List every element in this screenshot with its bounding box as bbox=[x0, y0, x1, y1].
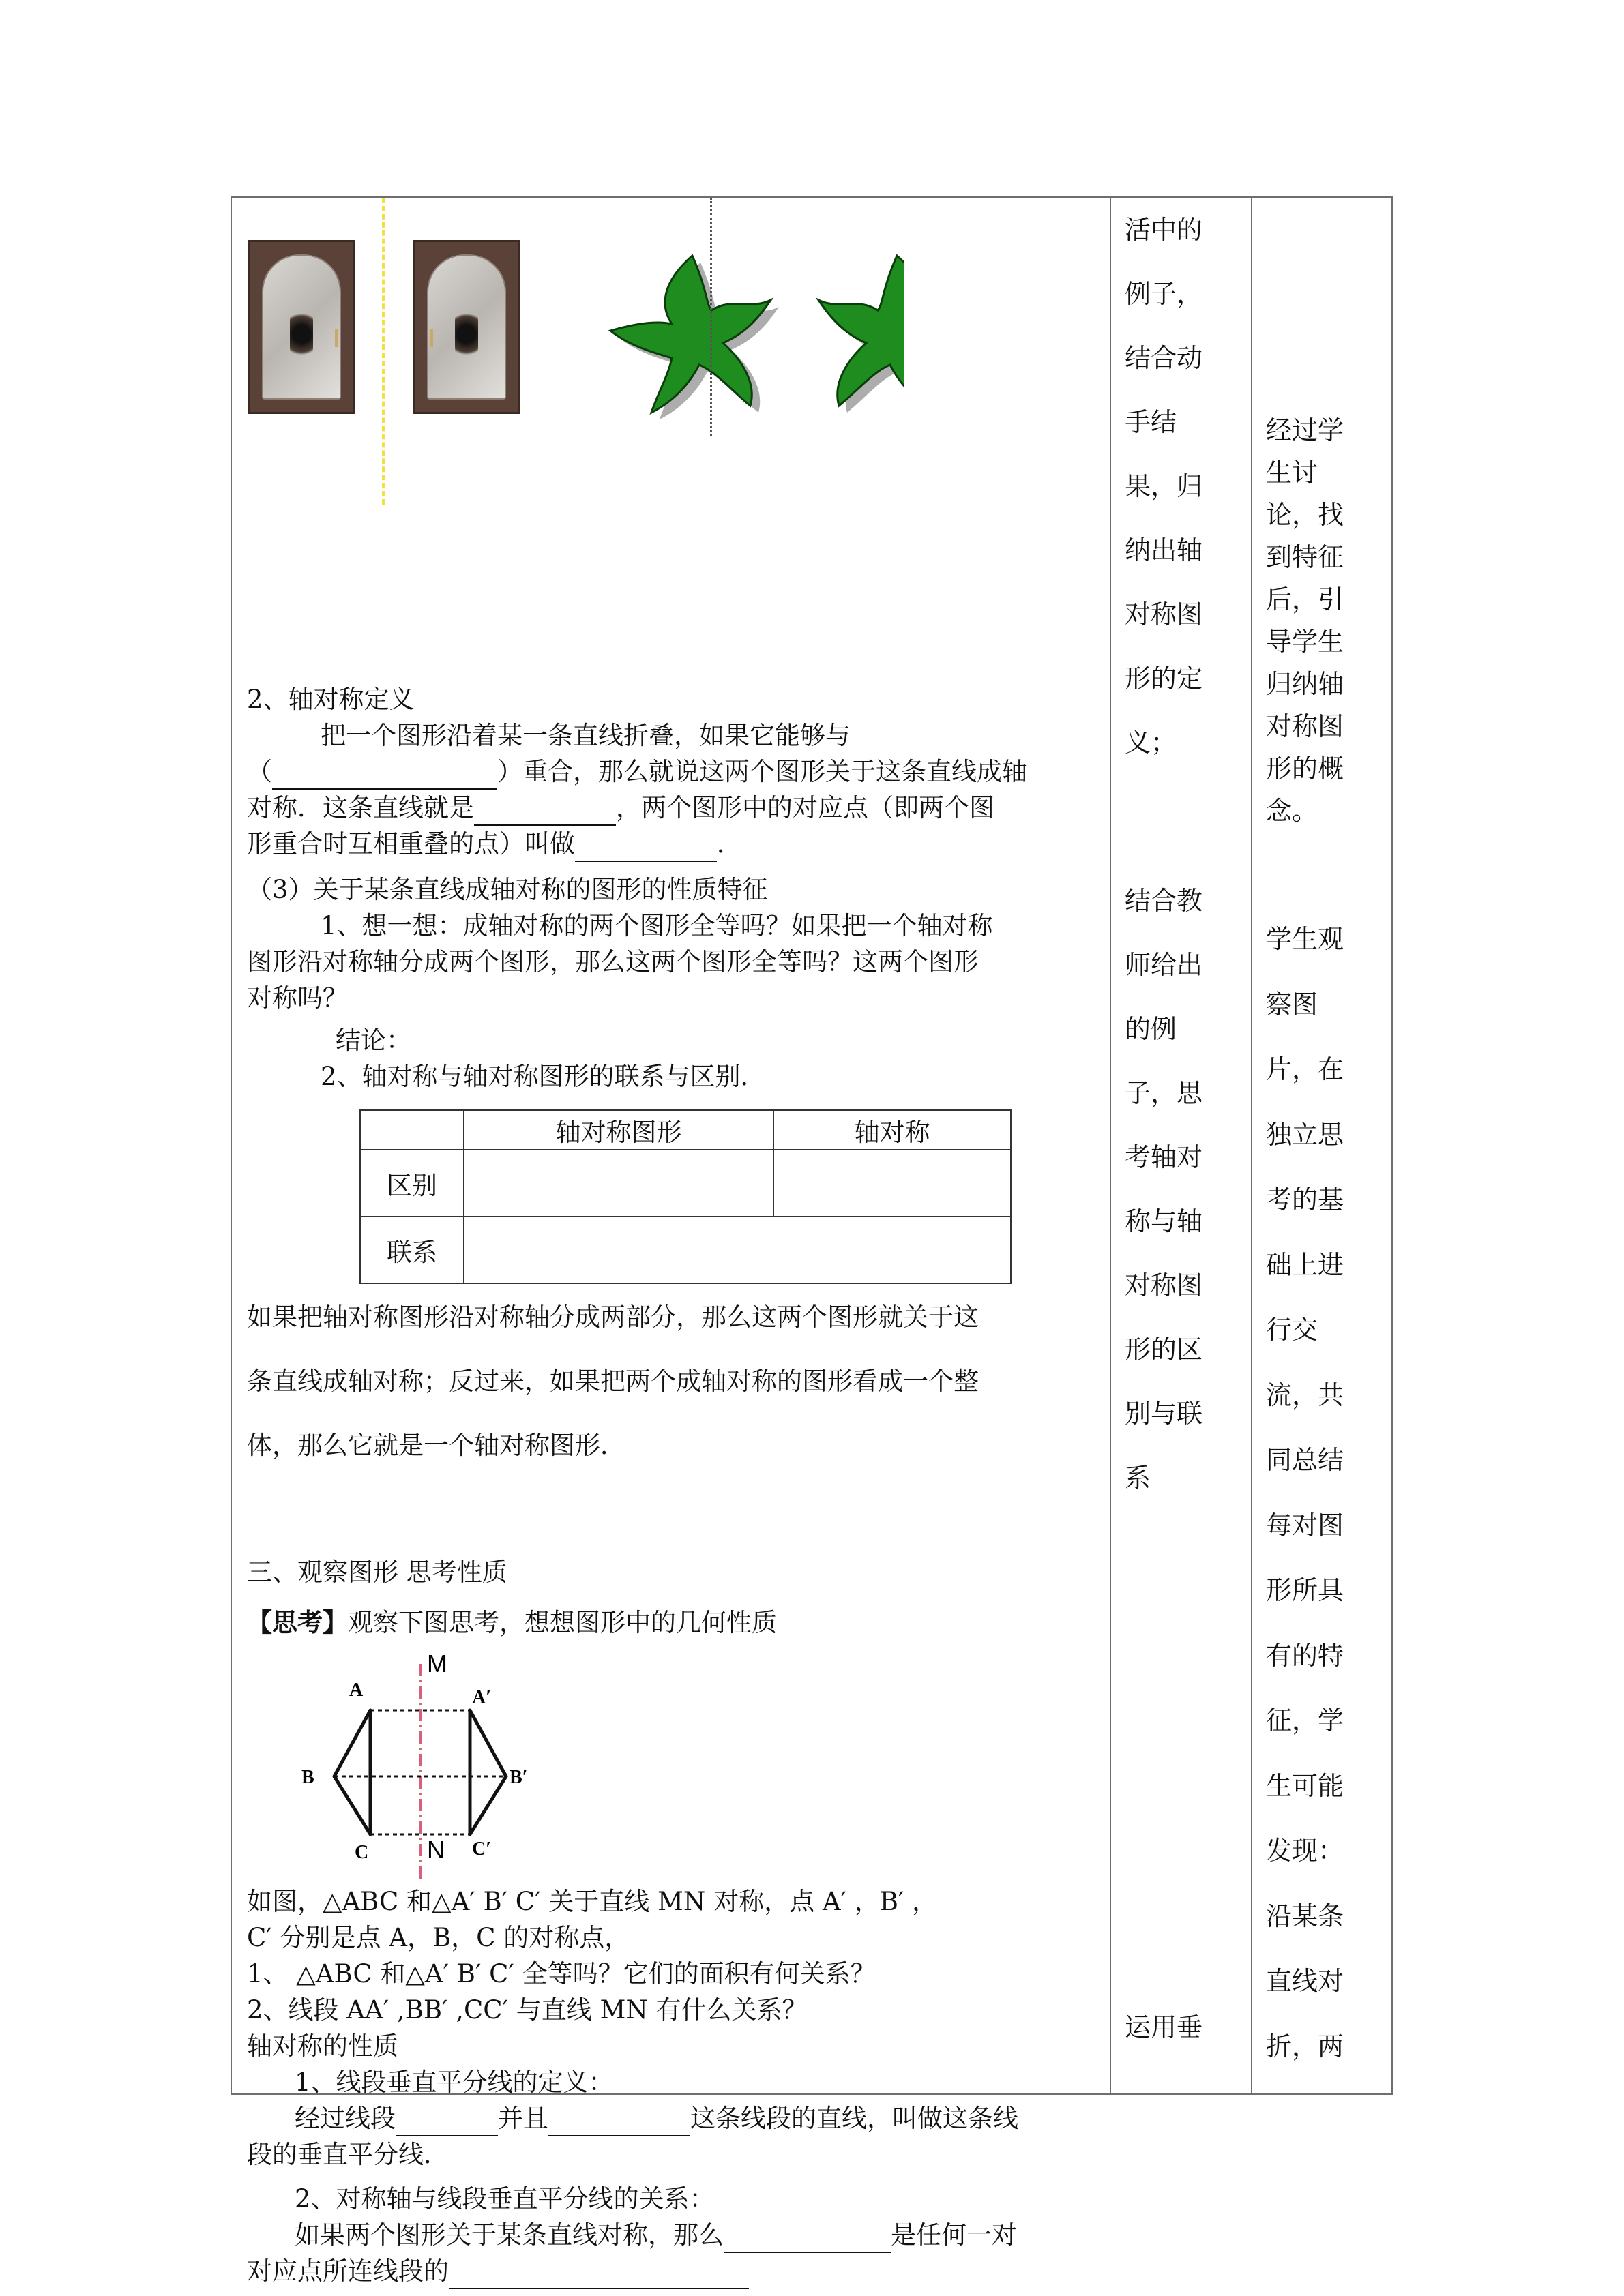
lesson-table bbox=[231, 196, 1393, 2286]
section-heading: （3）关于某条直线成轴对称的图形的性质特征 bbox=[247, 875, 768, 904]
note-line: 同总结 bbox=[1266, 1445, 1344, 1475]
question-item: 1、 △ABC 和△A′ B′ C′ 全等吗？它们的面积有何关系？ bbox=[247, 1959, 876, 1988]
label-b: B bbox=[301, 1767, 314, 1788]
label-c: C bbox=[355, 1842, 369, 1863]
note-line: 对称图 bbox=[1266, 711, 1344, 741]
label-n: N bbox=[427, 1836, 445, 1864]
label-c-prime: C′ bbox=[472, 1838, 492, 1860]
comparison-table bbox=[359, 1109, 1012, 1284]
blank-line bbox=[548, 2109, 690, 2136]
note-line: 有的特 bbox=[1266, 1640, 1344, 1671]
note-line: 片，在 bbox=[1266, 1054, 1344, 1084]
leaf-pair-picture bbox=[522, 198, 904, 436]
section-heading: 轴对称的性质 bbox=[247, 2031, 398, 2061]
label-a: A bbox=[349, 1680, 364, 1701]
note-line: 对称图 bbox=[1125, 599, 1203, 629]
note-line: 的例 bbox=[1125, 1014, 1177, 1044]
note-group bbox=[1266, 409, 1344, 832]
blank-line bbox=[449, 2262, 749, 2289]
question-item: 2、线段 AA′ ,BB′ ,CC′ 与直线 MN 有什么关系？ bbox=[247, 1995, 808, 2025]
note-line: 义； bbox=[1125, 728, 1177, 758]
triangle-abc bbox=[334, 1710, 370, 1834]
note-line: 例子， bbox=[1125, 279, 1203, 309]
table-row-label: 区别 bbox=[360, 1150, 464, 1217]
note-line: 称与轴 bbox=[1125, 1206, 1203, 1236]
note-line: 形的区 bbox=[1125, 1335, 1203, 1365]
table-header bbox=[360, 1110, 464, 1150]
note-line: 形的概 bbox=[1266, 754, 1344, 784]
paragraph-line: 如果把轴对称图形沿对称轴分成两部分，那么这两个图形就关于这 bbox=[247, 1302, 979, 1332]
paragraph-line: 2、轴对称与轴对称图形的联系与区别． bbox=[321, 1062, 766, 1091]
design-intent-column bbox=[1251, 198, 1394, 2093]
note-line: 独立思 bbox=[1266, 1119, 1344, 1150]
note-line: 行交 bbox=[1266, 1315, 1318, 1345]
blank-line bbox=[272, 762, 497, 790]
note-line: 生可能 bbox=[1266, 1770, 1344, 1801]
note-group bbox=[1266, 907, 1344, 2079]
teacher-activity-column bbox=[1110, 198, 1251, 2093]
note-line: 运用垂 bbox=[1125, 2012, 1203, 2042]
note-line: 经过学 bbox=[1266, 415, 1344, 445]
table-header: 轴对称图形 bbox=[464, 1110, 773, 1150]
paragraph-line: 体，那么它就是一个轴对称图形． bbox=[247, 1431, 625, 1460]
blank-line bbox=[575, 835, 717, 862]
paragraph-line: 段的垂直平分线． bbox=[247, 2140, 449, 2169]
think-prompt: 【思考】观察下图思考，想想图形中的几何性质 bbox=[247, 1608, 777, 1637]
note-line: 归纳轴 bbox=[1266, 669, 1344, 699]
paragraph-line: 如果两个图形关于某条直线对称，那么 是任何一对 bbox=[295, 2218, 1017, 2253]
paragraph-line: 对应点所连线段的 bbox=[247, 2254, 749, 2289]
note-line: 导学生 bbox=[1266, 627, 1344, 657]
note-line: 果，归 bbox=[1125, 471, 1203, 501]
note-line: 生讨 bbox=[1266, 458, 1318, 488]
paragraph-line: 把一个图形沿着某一条直线折叠，如果它能够与 bbox=[321, 721, 851, 750]
note-line: 形的定 bbox=[1125, 664, 1203, 694]
triangle-abc-prime bbox=[470, 1710, 506, 1834]
main-content-column bbox=[232, 198, 1110, 2286]
note-line: 发现： bbox=[1266, 1836, 1344, 1866]
paragraph-line: 2、对称轴与线段垂直平分线的关系： bbox=[295, 2184, 715, 2213]
note-line: 察图 bbox=[1266, 989, 1318, 1019]
note-line: 手结 bbox=[1125, 407, 1177, 437]
note-line: 师给出 bbox=[1125, 950, 1203, 980]
symmetry-diagram bbox=[252, 1650, 552, 1882]
conclusion-label: 结论： bbox=[336, 1026, 411, 1055]
note-group bbox=[1125, 869, 1202, 1510]
door-picture-right bbox=[413, 240, 520, 414]
note-group bbox=[1125, 1995, 1202, 2059]
note-line: 流，共 bbox=[1266, 1380, 1344, 1410]
note-line: 到特征 bbox=[1266, 542, 1344, 572]
table-header: 轴对称 bbox=[773, 1110, 1011, 1150]
note-line: 论，找 bbox=[1266, 500, 1344, 530]
symmetry-axis-dashed-line bbox=[382, 198, 385, 505]
paragraph-line: 对称吗？ bbox=[247, 983, 348, 1013]
label-b-prime: B′ bbox=[510, 1767, 528, 1788]
label-m: M bbox=[427, 1650, 447, 1678]
paragraph-line: 形重合时互相重叠的点）叫做 ． bbox=[247, 826, 742, 862]
paragraph-line: 如图，△ABC 和△A′ B′ C′ 关于直线 MN 对称，点 A′ ，B′ ， bbox=[247, 1887, 938, 1916]
note-line: 结合教 bbox=[1125, 886, 1203, 916]
note-line: 念。 bbox=[1266, 796, 1318, 826]
note-line: 学生观 bbox=[1266, 924, 1344, 954]
note-line: 础上进 bbox=[1266, 1249, 1344, 1280]
table-row-label: 联系 bbox=[360, 1217, 464, 1283]
note-line: 子，思 bbox=[1125, 1078, 1203, 1108]
note-line: 系 bbox=[1125, 1463, 1151, 1493]
door-picture-left bbox=[248, 240, 355, 414]
note-line: 直线对 bbox=[1266, 1966, 1344, 1996]
paragraph-line: 条直线成轴对称；反过来，如果把两个成轴对称的图形看成一个整 bbox=[247, 1367, 979, 1396]
note-line: 别与联 bbox=[1125, 1399, 1203, 1429]
table-cell bbox=[773, 1150, 1011, 1217]
paragraph-line: 经过线段 并且 这条线段的直线，叫做这条线 bbox=[295, 2101, 1018, 2136]
note-line: 纳出轴 bbox=[1125, 535, 1203, 565]
blank-line bbox=[396, 2109, 498, 2136]
fold-line-dotted bbox=[710, 198, 712, 436]
note-line: 后，引 bbox=[1266, 584, 1344, 614]
note-line: 考轴对 bbox=[1125, 1142, 1203, 1172]
section-heading: 2、轴对称定义 bbox=[247, 685, 415, 714]
table-cell bbox=[464, 1217, 1011, 1283]
table-cell bbox=[464, 1150, 773, 1217]
blank-line bbox=[474, 799, 616, 826]
note-group bbox=[1125, 198, 1202, 775]
note-line: 结合动 bbox=[1125, 343, 1203, 373]
note-line: 活中的 bbox=[1125, 215, 1203, 245]
label-a-prime: A′ bbox=[472, 1687, 492, 1708]
blank-line bbox=[724, 2226, 891, 2253]
note-line: 对称图 bbox=[1125, 1270, 1203, 1300]
paragraph-line: （ ）重合，那么就说这两个图形关于这条直线成轴 bbox=[247, 754, 1027, 790]
note-line: 形所具 bbox=[1266, 1575, 1344, 1605]
note-line: 沿某条 bbox=[1266, 1900, 1344, 1931]
paragraph-line: 1、线段垂直平分线的定义： bbox=[295, 2068, 614, 2097]
paragraph-line: 对称．这条直线就是 ，两个图形中的对应点（即两个图 bbox=[247, 790, 994, 826]
paragraph-line: C′ 分别是点 A，B，C 的对称点， bbox=[247, 1923, 630, 1952]
paragraph-line: 图形沿对称轴分成两个图形，那么这两个图形全等吗？这两个图形 bbox=[247, 947, 979, 976]
note-line: 折，两 bbox=[1266, 2031, 1344, 2061]
note-line: 征，学 bbox=[1266, 1705, 1344, 1735]
note-line: 每对图 bbox=[1266, 1510, 1344, 1540]
paragraph-line: 1、想一想：成轴对称的两个图形全等吗？如果把一个轴对称 bbox=[321, 911, 993, 940]
note-line: 考的基 bbox=[1266, 1184, 1344, 1214]
section-heading: 三、观察图形 思考性质 bbox=[247, 1557, 507, 1587]
